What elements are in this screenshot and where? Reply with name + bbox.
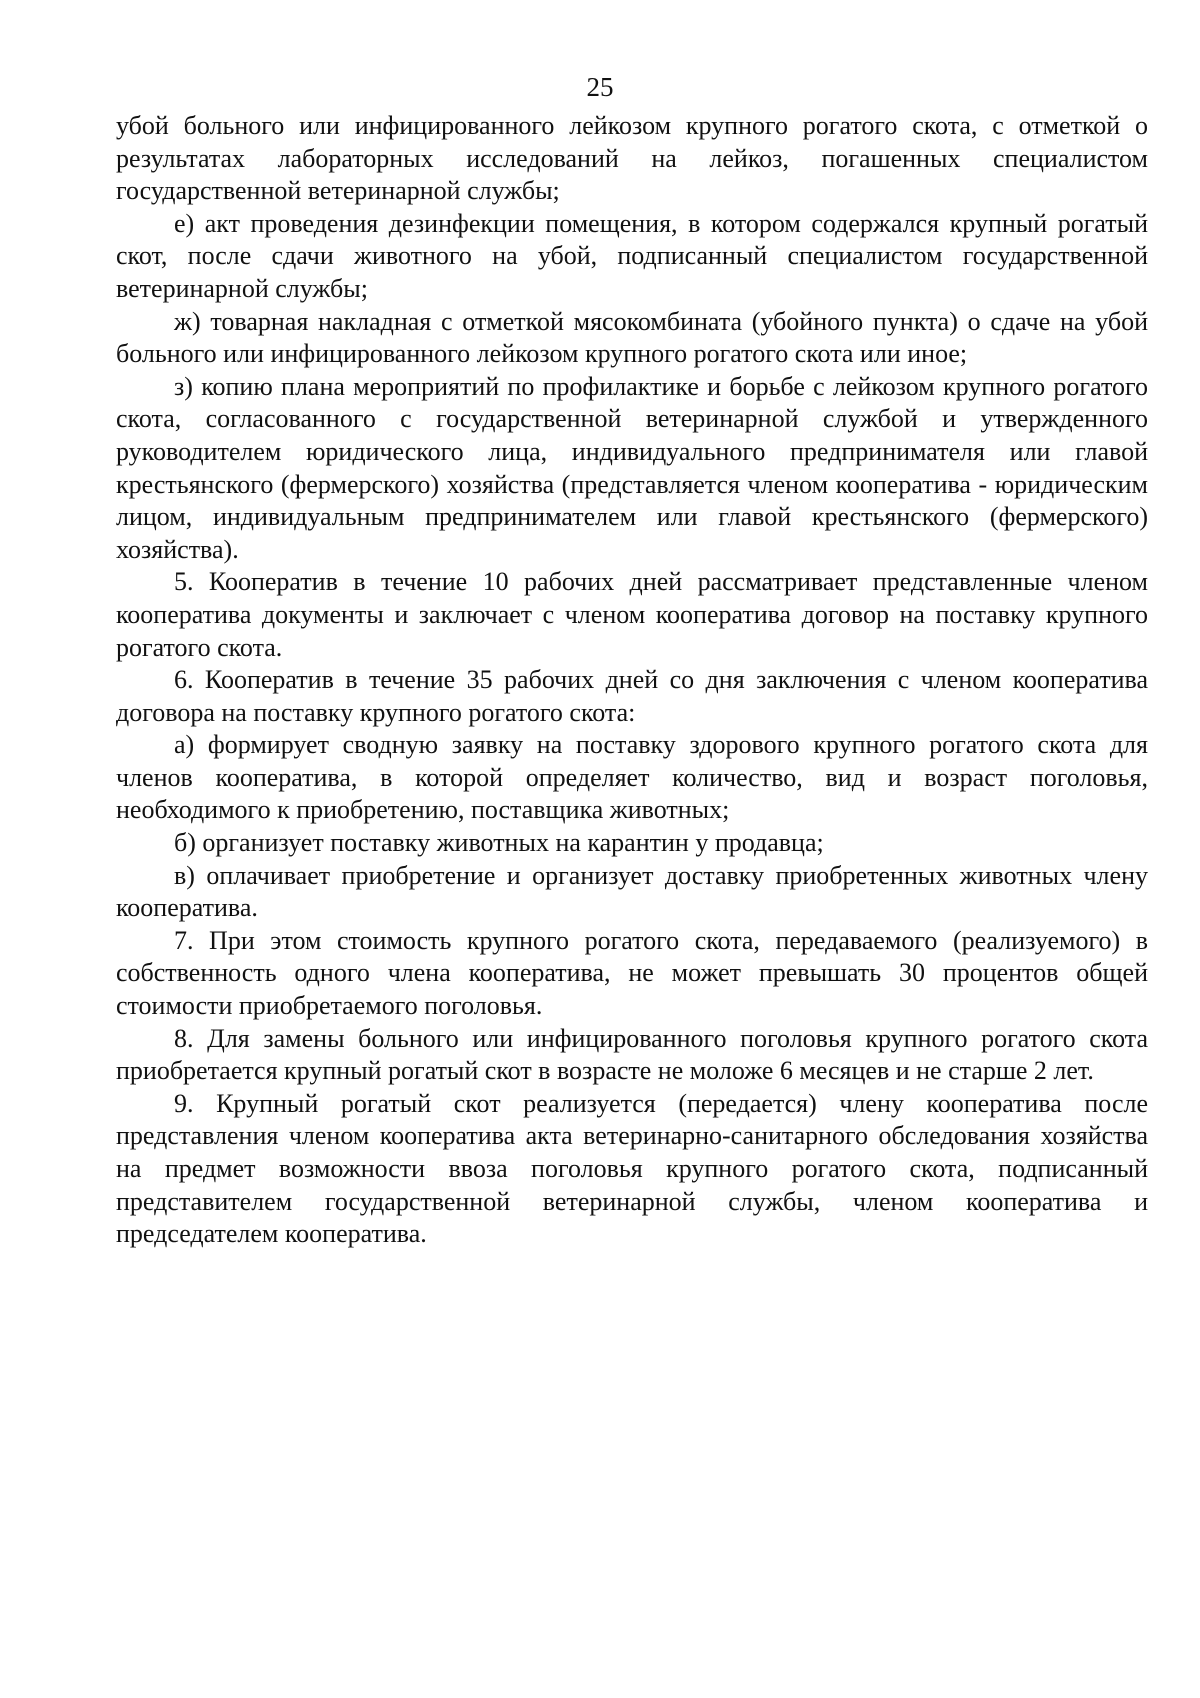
paragraph-clause-7: 7. При этом стоимость крупного рогатого скота, передаваемого (реализуемого) в собственность одного члена кооператива, не может превышать 30 процентов общей стоимости приобретаемого поголовья. (116, 925, 1148, 1021)
paragraph-item-b: б) организует поставку животных на карантин у продавца; (174, 828, 824, 858)
paragraph-item-zh: ж) товарная накладная с отметкой мясокомбината (убойного пункта) о сдаче на убой больного или инфицированного лейкозом крупного рогатого скота или иное; (116, 306, 1148, 369)
document-body (116, 110, 1148, 1251)
paragraph-item-z: з) копию плана мероприятий по профилактике и борьбе с лейкозом крупного рогатого скота, согласованного с государственной ветеринарной службой и утвержденного руководителем юридического лица, индивидуального предпринимателя или главой крестьянского (фермерского) хозяйства (представляется членом кооператива - юридическим лицом, индивидуальным предпринимателем или главой крестьянского (фермерского) хозяйства). (116, 371, 1148, 564)
paragraph-clause-8: 8. Для замены больного или инфицированного поголовья крупного рогатого скота приобретается крупный рогатый скот в возрасте не моложе 6 месяцев и не старше 2 лет. (116, 1023, 1148, 1086)
paragraph-continuation: убой больного или инфицированного лейкозом крупного рогатого скота, с отметкой о результатах лабораторных исследований на лейкоз, погашенных специалистом государственной ветеринарной службы; (116, 111, 1148, 206)
paragraph-item-e: е) акт проведения дезинфекции помещения, в котором содержался крупный рогатый скот, после сдачи животного на убой, подписанный специалистом государственной ветеринарной службы; (116, 208, 1148, 303)
paragraph-item-v: в) оплачивает приобретение и организует доставку приобретенных животных члену кооператива. (116, 860, 1148, 923)
paragraph-clause-5: 5. Кооператив в течение 10 рабочих дней рассматривает представленные членом кооператива документы и заключает с членом кооператива договор на поставку крупного рогатого скота. (116, 567, 1148, 662)
paragraph-item-a: а) формирует сводную заявку на поставку здорового крупного рогатого скота для членов кооператива, в которой определяет количество, вид и возраст поголовья, необходимого к приобретению, поставщика животных; (116, 730, 1148, 825)
page-number: 25 (586, 72, 614, 102)
paragraph-clause-6: 6. Кооператив в течение 35 рабочих дней со дня заключения с членом кооператива договора на поставку крупного рогатого скота: (116, 665, 1148, 727)
paragraph-clause-9: 9. Крупный рогатый скот реализуется (передается) члену кооператива после представления членом кооператива акта ветеринарно-санитарного обследования хозяйства на предмет возможности ввоза поголовья крупного рогатого скота, подписанный представителем государственной ветеринарной службы, членом кооператива и председателем кооператива. (116, 1088, 1148, 1249)
